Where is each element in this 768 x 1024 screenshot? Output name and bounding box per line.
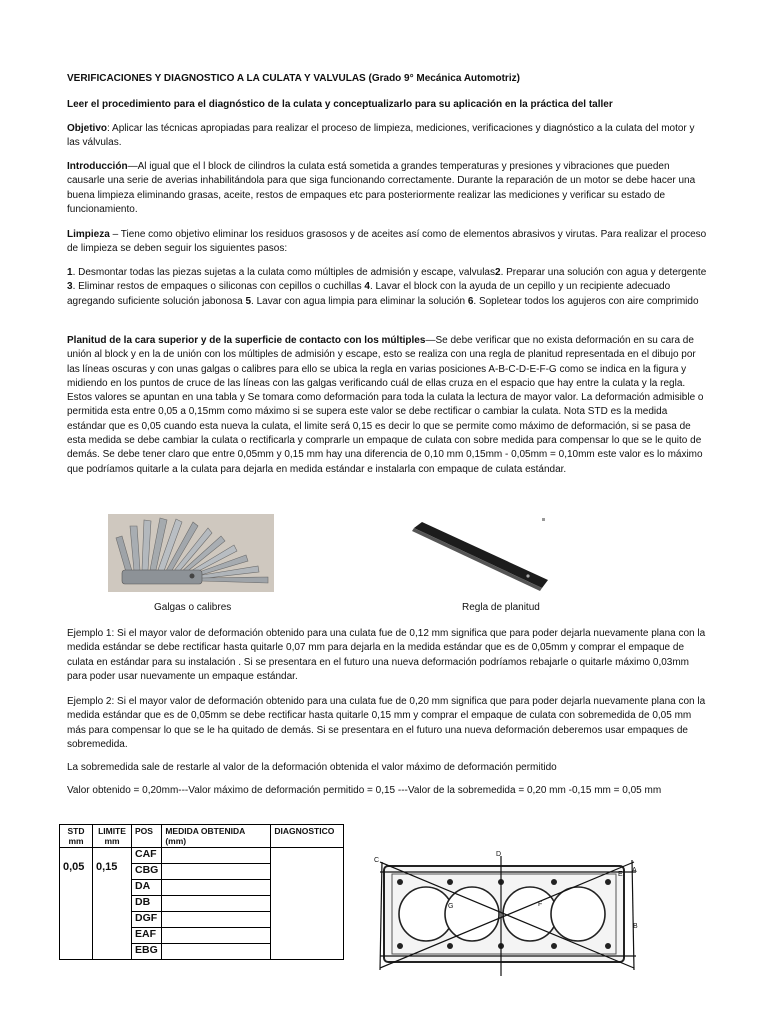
limite-value: 0,15	[93, 848, 132, 960]
step-number: 3	[67, 281, 73, 293]
planitud-paragraph	[67, 334, 707, 477]
step-text: . Eliminar restos de empaques o siliconas con cepillos o cuchillas	[72, 281, 365, 293]
step-number: 4	[364, 281, 370, 293]
limpieza-paragraph	[67, 228, 707, 257]
medida-input-cell[interactable]	[162, 880, 271, 896]
pos-cell: DB	[132, 896, 162, 912]
diagram-label-g: G	[448, 903, 454, 910]
document-title: VERIFICACIONES Y DIAGNOSTICO A LA CULATA Y VALVULAS (Grado 9° Mecánica Automotriz)	[67, 73, 520, 84]
medida-input-cell[interactable]	[162, 912, 271, 928]
pos-cell: DA	[132, 880, 162, 896]
straight-edge-image	[410, 514, 550, 594]
diagram-label-a: A	[632, 867, 637, 874]
cylinder-head-diagram	[370, 848, 652, 984]
diagram-label-d: D	[496, 851, 502, 858]
table-header-row	[60, 825, 344, 848]
caption-regla: Regla de planitud	[462, 602, 540, 613]
limpieza-text: – Tiene como objetivo eliminar los residuos grasosos y de aceites así como de elementos abrasivos y virutas. Para realizar el proceso de limpieza se deben seguir los siguientes pasos:	[67, 229, 707, 255]
step-text: . Sopletear todos los agujeros con aire comprimido	[473, 295, 699, 307]
header-limite: LIMITE mm	[93, 825, 132, 848]
header-std: STD mm	[60, 825, 93, 848]
steps-paragraph	[67, 266, 707, 309]
instruction-line: Leer el procedimiento para el diagnóstico de la culata y conceptualizarlo para su aplicación en la práctica del taller	[67, 99, 613, 110]
header-pos: POS	[132, 825, 162, 848]
diagnostico-cell[interactable]	[271, 848, 344, 960]
objetivo-paragraph	[67, 122, 707, 151]
intro-label: Introducción	[67, 161, 128, 172]
medida-input-cell[interactable]	[162, 864, 271, 880]
caption-galgas: Galgas o calibres	[154, 602, 232, 613]
diagram-label-c: C	[374, 857, 380, 864]
header-medida: MEDIDA OBTENIDA (mm)	[162, 825, 271, 848]
diagram-label-b: B	[633, 923, 638, 930]
step-text: . Lavar el block con la ayuda de un cepillo y un recipiente adecuado agregando suficiente solución jabonosa	[67, 281, 671, 307]
ejemplo1-paragraph: Ejemplo 1: Si el mayor valor de deformación obtenido para una culata fue de 0,12 mm significa que para poder dejarla nuevamente plana con la medida estándar se debe rectificar hasta quitarle 0,07 mm para dejarla en la medida estándar que es de 0,05mm y comprar el empaque de culata en estándar para su instalación . Si se presentara en el futuro una nueva deformación podríamos rebajarle o quitarle máximo 0,03mm para poder usar nuevamente un empaque estándar.	[67, 628, 706, 682]
diagram-label-e: E	[618, 871, 623, 878]
sobremedida-line: La sobremedida sale de restarle al valor de la deformación obtenida el valor máximo de deformación permitido	[67, 762, 557, 773]
step-text: . Desmontar todas las piezas sujetas a la culata como múltiples de admisión y escape, valvulas	[72, 267, 495, 278]
limpieza-label: Limpieza	[67, 229, 110, 240]
planitud-label: Planitud de la cara superior y de la superficie de contacto con los múltiples	[67, 335, 426, 346]
medida-input-cell[interactable]	[162, 848, 271, 864]
medida-input-cell[interactable]	[162, 896, 271, 912]
diagram-label-f: F	[538, 901, 543, 908]
step-number: 5	[245, 295, 252, 307]
medida-input-cell[interactable]	[162, 928, 271, 944]
step-text: . Lavar con agua limpia para eliminar la solución	[251, 295, 468, 307]
objetivo-label: Objetivo	[67, 123, 108, 134]
intro-text: —Al igual que el l block de cilindros la culata está sometida a grandes temperaturas y presiones y vibraciones que pueden causarle una serie de averias inhabilitándola para que siga funcionando correctamente. Durante la reparación de un motor se debe hacer una buena limpieza eliminando grasas, aceite, restos de empaques etc para posteriormente realizar las mediciones y verificar su estado de funcionamiento.	[67, 161, 696, 215]
ejemplo2-paragraph: Ejemplo 2: Si el mayor valor de deformación obtenido para una culata fue de 0,20 mm significa que para poder dejarla nuevamente plana con la medida estándar que es de 0,05mm se debe rectificar hasta quitarle 0,15 mm y comprar el empaque de culata con sobremedida de 0,05 mm más para compensar lo que se le ha quitado de demás. Si se presentara en el futuro una nueva deformación deberemos usar empaques de sobremedida.	[67, 696, 706, 750]
step-number: 6	[467, 295, 474, 307]
pos-cell: CBG	[132, 864, 162, 880]
header-diagnostico: DIAGNOSTICO	[271, 825, 344, 848]
step-number: 1	[67, 267, 73, 278]
medida-input-cell[interactable]	[162, 944, 271, 960]
table-row	[60, 848, 344, 864]
planitud-text: —Se debe verificar que no exista deformación en su cara de unión al block y en la de unión con los múltiples de admisión y escape, esto se realiza con una regla de planitud representada en el dibujo por las líneas oscuras y con unas galgas o calibres para ello se ubica la regla en varias posiciones A-B-C-D-E-F-G como se indica en la figura y midiendo en los puntos de cruce de las líneas con las galgas verificando cuál de ellas cruza en el espacio que hay entre la culata y la regla. Estos valores se apuntan en una tabla y Se tomara como deformación para toda la culata la lectura de mayor valor. La deformación admisible o permitida esta entre 0,05 a 0,15mm como máximo si se supera este valor se debe rectificar o cambiar la culata. Nota STD es la medida estándar que es 0,05 cuando esta nueva la culata, el limite será 0,15 es decir lo que se permite como máximo de deformación, si se pasa de esta medida se debe cambiar la culata o rectificarla y comprarle un empaque de culata con sobre medida para compensar lo que se le quito de demás. Se debe tener claro que entre 0,05mm y 0,15 mm hay una diferencia de 0,10 mm 0,15mm - 0,05mm = 0,10mm este valor es lo máximo que podríamos quitarle a la culata para dejarla en medida estándar e instalarla con empaque de culata estándar.	[67, 335, 704, 475]
pos-cell: CAF	[132, 848, 162, 864]
step-text: . Preparar una solución con agua y detergente	[500, 267, 707, 278]
objetivo-text: : Aplicar las técnicas apropiadas para realizar el proceso de limpieza, mediciones, verificaciones y diagnóstico a la culata del motor y las válvulas.	[67, 123, 695, 149]
pos-cell: EAF	[132, 928, 162, 944]
valor-paragraph: Valor obtenido = 0,20mm---Valor máximo de deformación permitido = 0,15 ---Valor de la sobremedida = 0,20 mm -0,15 mm = 0,05 mm	[67, 785, 662, 796]
std-value: 0,05	[60, 848, 93, 960]
intro-paragraph	[67, 160, 707, 217]
pos-cell: DGF	[132, 912, 162, 928]
pos-cell: EBG	[132, 944, 162, 960]
diagnostic-table	[59, 824, 344, 960]
step-number: 2	[495, 267, 501, 278]
feeler-gauges-image	[108, 514, 274, 592]
